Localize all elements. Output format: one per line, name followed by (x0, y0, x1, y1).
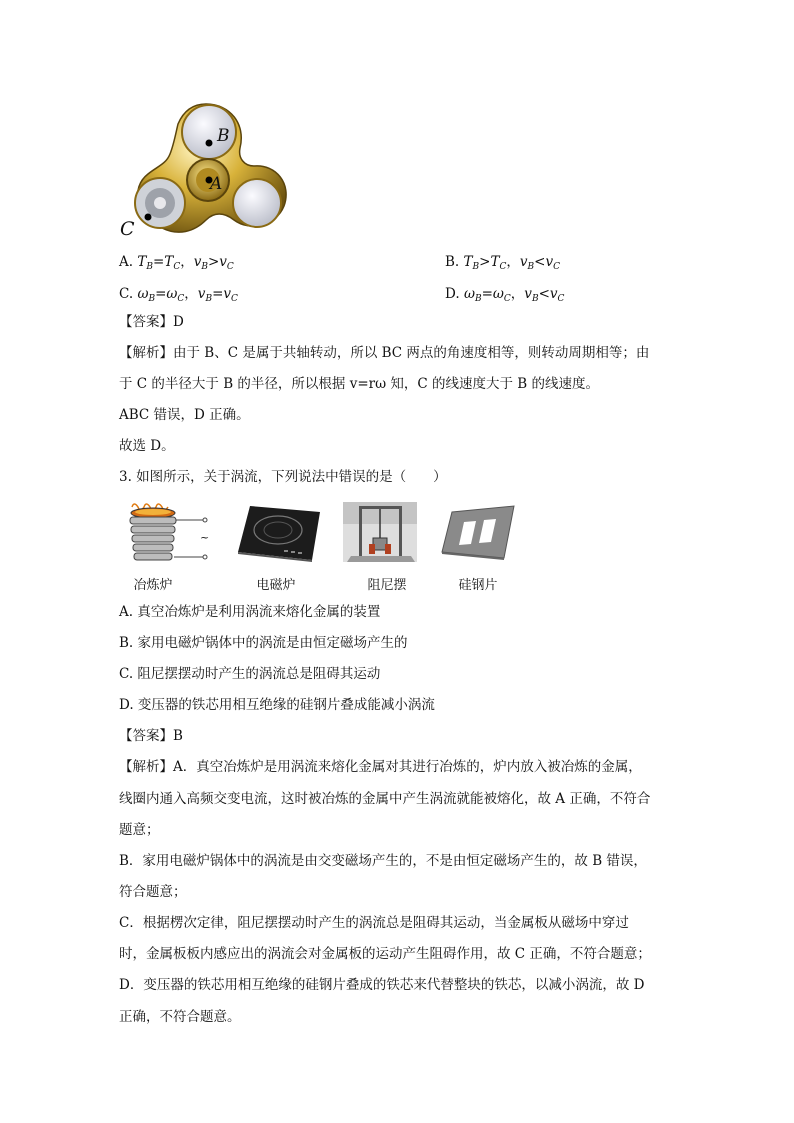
q3-analysis-line-6: C．根据楞次定律，阻尼摆摆动时产生的涡流总是阻碍其运动，当金属板从磁场中穿过 (119, 915, 629, 931)
silicon-steel-sheet-image (440, 502, 516, 560)
q2-analysis-line-4: 故选 D。 (119, 438, 175, 454)
label-b: B (217, 126, 230, 146)
q3-analysis-line-7: 时，金属板板内感应出的涡流会对金属板的运动产生阻碍作用，故 C 正确，不符合题意； (119, 946, 651, 962)
option-d: D. $\omega_B=\omega_C$，$v_B<v_C$ (445, 286, 565, 304)
caption-induction-cooker: 电磁炉 (256, 578, 296, 593)
fidget-spinner-image (118, 96, 293, 246)
q3-analysis-line-2: 线圈内通入高频交变电流，这时被冶炼的金属中产生涡流就能被熔化，故 A 正确，不符合 (119, 791, 651, 807)
caption-damping-pendulum: 阻尼摆 (367, 578, 407, 593)
label-c: C (120, 218, 135, 240)
caption-silicon-steel-sheet: 硅钢片 (458, 578, 498, 593)
q3-option-b: B. 家用电磁炉锅体中的涡流是由恒定磁场产生的 (119, 635, 408, 651)
option-b: B. $T_B>T_C$，$v_B<v_C$ (445, 254, 560, 272)
q3-analysis-line-1: 【解析】A．真空冶炼炉是用涡流来熔化金属对其进行冶炼的，炉内放入被冶炼的金属， (119, 759, 642, 775)
q3-analysis-line-3: 题意； (119, 822, 160, 838)
q3-analysis-line-5: 符合题意； (119, 884, 187, 900)
q2-analysis-line-2: 于 C 的半径大于 B 的半径，所以根据 v=rω 知，C 的线速度大于 B 的线速度。 (119, 376, 600, 392)
q3-analysis-line-8: D．变压器的铁芯用相互绝缘的硅钢片叠成的铁芯来代替整块的铁芯，以减小涡流，故 D (119, 977, 645, 993)
q3-option-c: C. 阻尼摆摆动时产生的涡流总是阻碍其运动 (119, 666, 381, 682)
option-a: A. $T_B=T_C$，$v_B>v_C$ (119, 254, 234, 272)
caption-smelting-furnace: 冶炼炉 (133, 578, 173, 593)
smelting-furnace-image (118, 497, 213, 567)
label-a: A (210, 174, 223, 194)
q3-analysis-line-4: B．家用电磁炉锅体中的涡流是由交变磁场产生的，不是由恒定磁场产生的，故 B 错误， (119, 853, 647, 869)
q2-answer: 【答案】D (119, 314, 184, 330)
q2-analysis-line-1: 【解析】由于 B、C 是属于共轴转动，所以 BC 两点的角速度相等，则转动周期相等；由 (119, 345, 650, 361)
option-c: C. $\omega_B=\omega_C$，$v_B=v_C$ (119, 286, 238, 304)
q3-answer: 【答案】B (119, 728, 183, 744)
q2-analysis-line-3: ABC 错误，D 正确。 (119, 407, 250, 423)
tilde-symbol: ~ (200, 531, 210, 544)
q3-option-a: A. 真空冶炼炉是利用涡流来熔化金属的装置 (119, 604, 381, 620)
damping-pendulum-image (343, 502, 417, 562)
induction-cooker-image (236, 504, 322, 562)
q3-stem: 3. 如图所示，关于涡流，下列说法中错误的是（ ） (119, 469, 447, 485)
fidget-spinner-figure (118, 96, 293, 246)
q3-analysis-line-9: 正确，不符合题意。 (119, 1009, 241, 1025)
q3-option-d: D. 变压器的铁芯用相互绝缘的硅钢片叠成能减小涡流 (119, 697, 435, 713)
